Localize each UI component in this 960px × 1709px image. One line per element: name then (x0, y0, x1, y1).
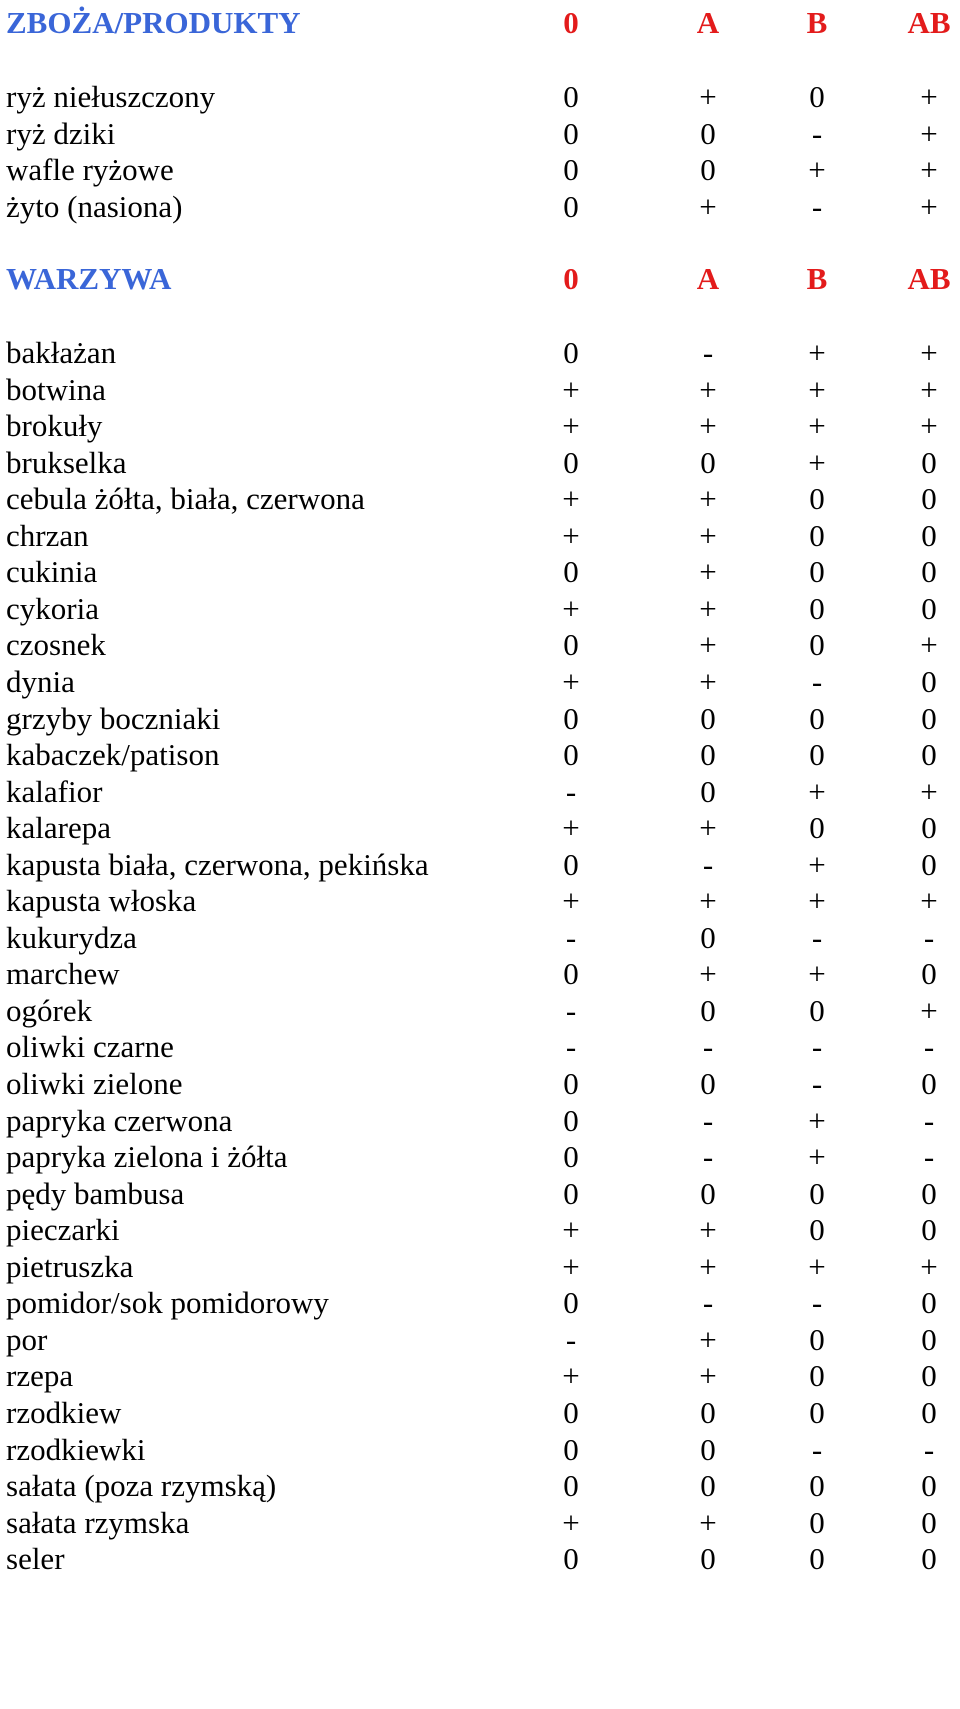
food-row-wafle-ryzowe (0, 150, 960, 190)
col-a-value: + (699, 481, 717, 516)
food-name: ogórek (6, 993, 93, 1028)
col-b-value: 0 (809, 810, 825, 845)
col-a-value: 0 (700, 152, 716, 187)
col-ab-value: + (920, 1249, 938, 1284)
col-a-value: + (699, 79, 717, 114)
food-row-marchew (0, 954, 960, 994)
col-0-value: 0 (563, 1541, 579, 1576)
food-name: dynia (6, 664, 75, 699)
col-0-value: + (562, 664, 580, 699)
food-row-rzodkiewki (0, 1430, 960, 1470)
col-0-value: 0 (563, 1176, 579, 1211)
col-a-value: + (699, 1505, 717, 1540)
col-b-value: 0 (809, 79, 825, 114)
food-row-zyto-nasiona (0, 187, 960, 227)
col-ab-value: + (920, 79, 938, 114)
col-a-value: 0 (700, 993, 716, 1028)
col-0-heading: 0 (563, 261, 579, 296)
col-a-value: + (699, 408, 717, 443)
food-row-kapusta-wloska (0, 881, 960, 921)
col-0-value: + (562, 1212, 580, 1247)
col-0-value: 0 (563, 1432, 579, 1467)
col-0-value: - (565, 920, 577, 955)
col-b-heading: B (806, 261, 828, 296)
food-row-pomidor-sok-pomidorowy (0, 1283, 960, 1323)
col-a-value: + (699, 189, 717, 224)
food-name: kukurydza (6, 920, 137, 955)
col-b-value: - (811, 664, 823, 699)
food-name: rzepa (6, 1358, 74, 1393)
col-b-value: 0 (809, 1322, 825, 1357)
col-b-value: 0 (809, 1176, 825, 1211)
food-row-kabaczek-patison (0, 735, 960, 775)
food-name: kapusta biała, czerwona, pekińska (6, 847, 429, 882)
col-a-heading: A (696, 261, 720, 296)
col-ab-value: - (923, 1103, 935, 1138)
col-ab-value: 0 (921, 1322, 937, 1357)
col-0-value: - (565, 1322, 577, 1357)
col-ab-value: + (920, 372, 938, 407)
food-row-cukinia (0, 552, 960, 592)
col-ab-value: 0 (921, 554, 937, 589)
food-name: kalarepa (6, 810, 111, 845)
food-row-kalarepa (0, 808, 960, 848)
food-name: pieczarki (6, 1212, 120, 1247)
col-0-value: 0 (563, 1066, 579, 1101)
section-header-warzywa (0, 259, 960, 299)
col-b-value: + (808, 847, 826, 882)
food-row-salata-rzymska (0, 1503, 960, 1543)
col-a-value: + (699, 810, 717, 845)
food-name: cebula żółta, biała, czerwona (6, 481, 365, 516)
col-b-value: 0 (809, 1468, 825, 1503)
col-ab-value: 0 (921, 847, 937, 882)
col-a-value: + (699, 956, 717, 991)
food-name: kabaczek/patison (6, 737, 220, 772)
food-name: botwina (6, 372, 106, 407)
section-title: WARZYWA (6, 261, 172, 296)
col-b-value: + (808, 335, 826, 370)
col-a-value: - (702, 1139, 714, 1174)
col-a-value: + (699, 518, 717, 553)
food-row-dynia (0, 662, 960, 702)
food-row-brokuly (0, 406, 960, 446)
col-ab-value: 0 (921, 1212, 937, 1247)
col-b-value: 0 (809, 1395, 825, 1430)
col-a-value: 0 (700, 1541, 716, 1576)
col-ab-value: 0 (921, 1505, 937, 1540)
food-row-oliwki-zielone (0, 1064, 960, 1104)
col-b-value: - (811, 1029, 823, 1064)
food-row-pieczarki (0, 1210, 960, 1250)
col-b-value: + (808, 408, 826, 443)
col-b-value: + (808, 956, 826, 991)
col-0-value: + (562, 1505, 580, 1540)
col-a-value: + (699, 1212, 717, 1247)
col-0-value: + (562, 810, 580, 845)
food-row-rzodkiew (0, 1393, 960, 1433)
col-b-value: + (808, 1103, 826, 1138)
food-row-papryka-czerwona (0, 1101, 960, 1141)
col-ab-value: + (920, 993, 938, 1028)
food-name: sałata (poza rzymską) (6, 1468, 277, 1503)
col-0-value: + (562, 591, 580, 626)
col-b-value: - (811, 189, 823, 224)
col-0-value: + (562, 1249, 580, 1284)
col-a-value: + (699, 1249, 717, 1284)
col-0-value: 0 (563, 847, 579, 882)
col-a-value: + (699, 664, 717, 699)
col-a-value: + (699, 1322, 717, 1357)
col-ab-value: 0 (921, 1541, 937, 1576)
food-row-baklazan (0, 333, 960, 373)
col-ab-value: + (920, 152, 938, 187)
col-a-value: + (699, 883, 717, 918)
food-name: kapusta włoska (6, 883, 197, 918)
col-0-value: 0 (563, 1395, 579, 1430)
col-0-value: 0 (563, 956, 579, 991)
food-name: chrzan (6, 518, 89, 553)
col-0-value: + (562, 518, 580, 553)
col-b-value: 0 (809, 1505, 825, 1540)
col-b-value: 0 (809, 1358, 825, 1393)
food-row-cebula-zolta-biala-czerwona (0, 479, 960, 519)
col-ab-value: + (920, 408, 938, 443)
col-b-value: 0 (809, 481, 825, 516)
col-0-value: 0 (563, 554, 579, 589)
col-b-value: 0 (809, 737, 825, 772)
col-ab-heading: AB (907, 261, 951, 296)
food-name: czosnek (6, 627, 106, 662)
col-b-value: 0 (809, 993, 825, 1028)
col-b-value: + (808, 1139, 826, 1174)
food-row-seler (0, 1539, 960, 1579)
col-ab-value: 0 (921, 1395, 937, 1430)
col-b-value: 0 (809, 627, 825, 662)
food-row-ryz-dziki (0, 114, 960, 154)
col-a-value: 0 (700, 116, 716, 151)
food-row-oliwki-czarne (0, 1027, 960, 1067)
col-ab-value: - (923, 1029, 935, 1064)
food-name: brukselka (6, 445, 127, 480)
col-a-value: 0 (700, 920, 716, 955)
col-0-value: 0 (563, 152, 579, 187)
col-b-value: - (811, 1285, 823, 1320)
food-row-kapusta-biala-czerwona-pekinska (0, 845, 960, 885)
food-name: żyto (nasiona) (6, 189, 183, 224)
col-a-value: - (702, 1103, 714, 1138)
col-0-value: 0 (563, 1468, 579, 1503)
col-ab-value: 0 (921, 956, 937, 991)
food-name: ryż dziki (6, 116, 116, 151)
food-row-czosnek (0, 625, 960, 665)
food-name: wafle ryżowe (6, 152, 174, 187)
col-0-value: 0 (563, 116, 579, 151)
col-0-value: 0 (563, 1103, 579, 1138)
food-row-botwina (0, 370, 960, 410)
food-name: brokuły (6, 408, 103, 443)
col-b-value: 0 (809, 1212, 825, 1247)
col-ab-value: + (920, 627, 938, 662)
col-0-value: - (565, 993, 577, 1028)
col-b-value: + (808, 774, 826, 809)
col-0-value: + (562, 1358, 580, 1393)
col-0-value: - (565, 1029, 577, 1064)
col-0-value: + (562, 408, 580, 443)
col-a-value: 0 (700, 1468, 716, 1503)
food-row-por (0, 1320, 960, 1360)
food-name: pomidor/sok pomidorowy (6, 1285, 329, 1320)
col-a-value: 0 (700, 445, 716, 480)
food-name: papryka czerwona (6, 1103, 233, 1138)
col-a-value: + (699, 554, 717, 589)
col-ab-value: 0 (921, 701, 937, 736)
food-name: rzodkiewki (6, 1432, 146, 1467)
food-row-kukurydza (0, 918, 960, 958)
col-0-value: - (565, 774, 577, 809)
food-name: ryż niełuszczony (6, 79, 216, 114)
col-0-value: 0 (563, 737, 579, 772)
food-name: cukinia (6, 554, 98, 589)
col-a-value: 0 (700, 737, 716, 772)
food-name: oliwki czarne (6, 1029, 174, 1064)
col-ab-value: 0 (921, 1468, 937, 1503)
col-ab-value: 0 (921, 737, 937, 772)
col-a-value: - (702, 1285, 714, 1320)
col-a-value: 0 (700, 1176, 716, 1211)
col-b-value: + (808, 883, 826, 918)
food-name: bakłażan (6, 335, 117, 370)
col-a-value: - (702, 335, 714, 370)
section-title: ZBOŻA/PRODUKTY (6, 5, 301, 40)
col-b-value: + (808, 152, 826, 187)
col-ab-value: 0 (921, 1176, 937, 1211)
col-b-value: 0 (809, 1541, 825, 1576)
col-0-value: + (562, 372, 580, 407)
col-0-value: 0 (563, 189, 579, 224)
food-name: grzyby boczniaki (6, 701, 221, 736)
food-name: por (6, 1322, 48, 1357)
col-b-value: + (808, 1249, 826, 1284)
col-a-value: + (699, 1358, 717, 1393)
col-0-value: 0 (563, 1285, 579, 1320)
section-header-zboza-produkty (0, 3, 960, 43)
col-ab-value: + (920, 189, 938, 224)
col-ab-value: 0 (921, 1285, 937, 1320)
col-a-heading: A (696, 5, 720, 40)
col-ab-value: + (920, 335, 938, 370)
col-0-heading: 0 (563, 5, 579, 40)
food-name: pędy bambusa (6, 1176, 185, 1211)
col-0-value: + (562, 883, 580, 918)
food-name: pietruszka (6, 1249, 134, 1284)
col-ab-value: - (923, 920, 935, 955)
col-ab-value: 0 (921, 591, 937, 626)
col-ab-value: - (923, 1139, 935, 1174)
col-ab-value: + (920, 116, 938, 151)
col-0-value: 0 (563, 1139, 579, 1174)
col-b-value: 0 (809, 701, 825, 736)
col-b-value: - (811, 1432, 823, 1467)
food-row-ryz-nieluszczony (0, 77, 960, 117)
col-a-value: 0 (700, 701, 716, 736)
col-ab-value: 0 (921, 1358, 937, 1393)
food-row-pietruszka (0, 1247, 960, 1287)
col-ab-heading: AB (907, 5, 951, 40)
food-row-cykoria (0, 589, 960, 629)
col-ab-value: 0 (921, 664, 937, 699)
food-name: rzodkiew (6, 1395, 122, 1430)
col-a-value: - (702, 1029, 714, 1064)
food-row-papryka-zielona-i-zolta (0, 1137, 960, 1177)
col-ab-value: 0 (921, 445, 937, 480)
col-a-value: 0 (700, 1432, 716, 1467)
food-row-brukselka (0, 443, 960, 483)
col-b-value: + (808, 445, 826, 480)
col-b-value: 0 (809, 554, 825, 589)
col-0-value: 0 (563, 79, 579, 114)
col-a-value: + (699, 591, 717, 626)
col-ab-value: 0 (921, 810, 937, 845)
col-a-value: - (702, 847, 714, 882)
col-a-value: + (699, 627, 717, 662)
food-row-rzepa (0, 1356, 960, 1396)
col-ab-value: 0 (921, 518, 937, 553)
food-name: marchew (6, 956, 120, 991)
food-name: papryka zielona i żółta (6, 1139, 288, 1174)
col-ab-value: + (920, 774, 938, 809)
food-row-ogorek (0, 991, 960, 1031)
col-0-value: + (562, 481, 580, 516)
food-name: kalafior (6, 774, 103, 809)
col-a-value: + (699, 372, 717, 407)
col-a-value: 0 (700, 774, 716, 809)
food-name: cykoria (6, 591, 99, 626)
food-name: sałata rzymska (6, 1505, 190, 1540)
col-b-value: - (811, 1066, 823, 1101)
col-0-value: 0 (563, 701, 579, 736)
food-name: seler (6, 1541, 65, 1576)
col-b-heading: B (806, 5, 828, 40)
col-b-value: 0 (809, 518, 825, 553)
food-row-salata-poza-rzymska (0, 1466, 960, 1506)
food-row-grzyby-boczniaki (0, 699, 960, 739)
food-name: oliwki zielone (6, 1066, 183, 1101)
col-b-value: + (808, 372, 826, 407)
col-ab-value: 0 (921, 1066, 937, 1101)
col-b-value: 0 (809, 591, 825, 626)
col-b-value: - (811, 920, 823, 955)
col-0-value: 0 (563, 335, 579, 370)
col-0-value: 0 (563, 445, 579, 480)
col-0-value: 0 (563, 627, 579, 662)
food-row-chrzan (0, 516, 960, 556)
col-a-value: 0 (700, 1395, 716, 1430)
col-a-value: 0 (700, 1066, 716, 1101)
food-row-kalafior (0, 772, 960, 812)
col-ab-value: + (920, 883, 938, 918)
col-ab-value: 0 (921, 481, 937, 516)
col-ab-value: - (923, 1432, 935, 1467)
food-row-pedy-bambusa (0, 1174, 960, 1214)
col-b-value: - (811, 116, 823, 151)
